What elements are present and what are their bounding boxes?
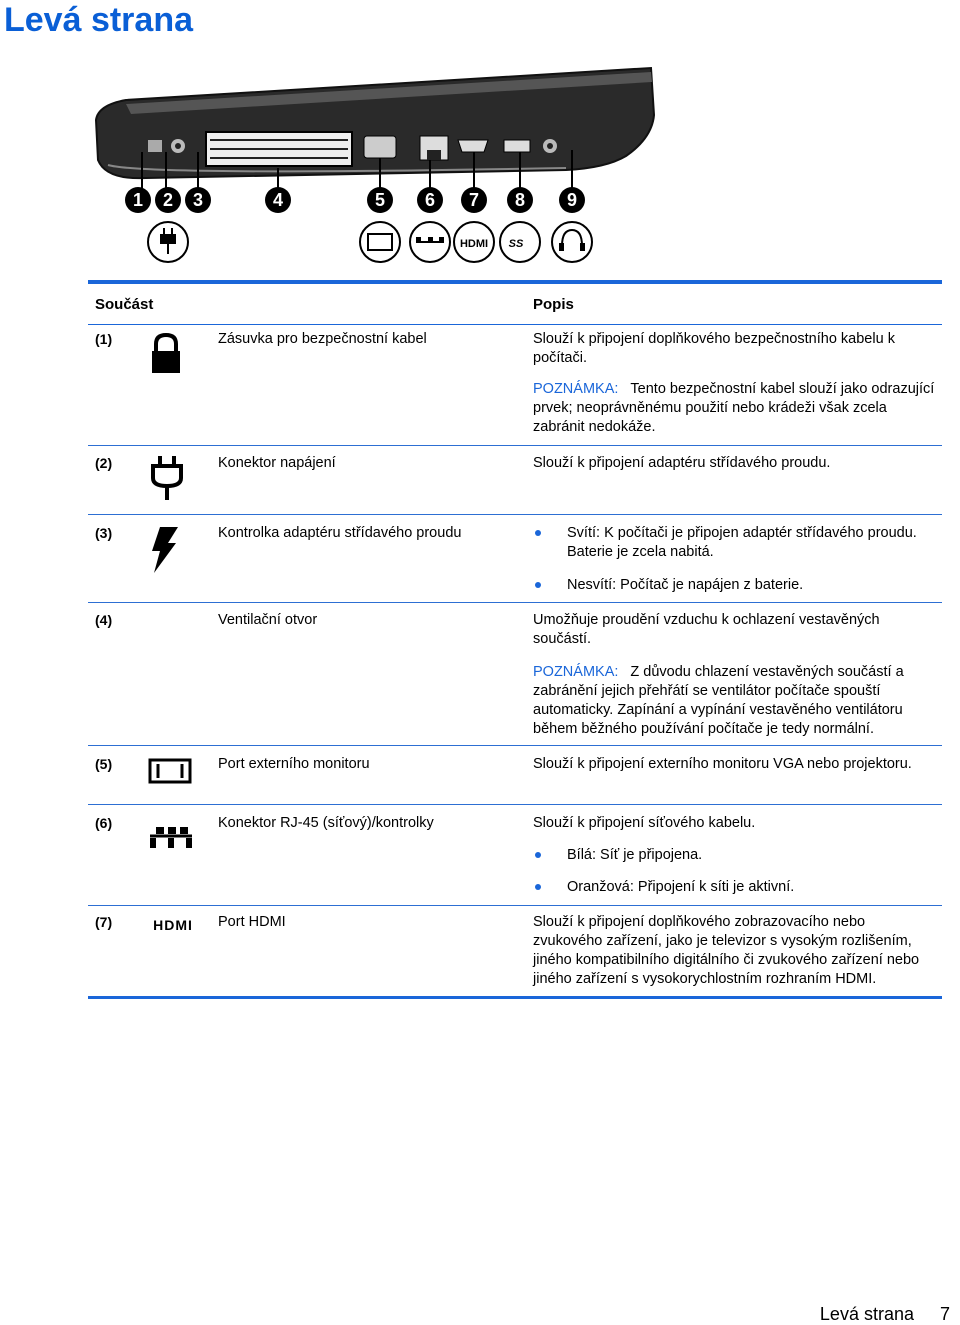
footer-title: Levá strana [819, 1304, 914, 1324]
page-number: 7 [939, 1304, 950, 1324]
component-description [533, 330, 938, 437]
row-number: (1) [95, 331, 113, 347]
bullet-item: Svítí: K počítači je připojen adaptér střídavého proudu. Baterie je zcela nabitá. [533, 524, 938, 562]
power-plug-icon [148, 222, 188, 262]
table-row [88, 746, 942, 805]
component-name: Port HDMI [218, 914, 286, 930]
row-number: (4) [95, 612, 113, 628]
component-description [533, 611, 938, 739]
table-row [88, 603, 942, 746]
note [533, 663, 938, 739]
bullet-item: Nesvítí: Počítač je napájen z baterie. [533, 576, 938, 595]
network-icon [148, 825, 198, 875]
note-label: POZNÁMKA: [533, 381, 619, 397]
svg-text:HDMI: HDMI [153, 918, 193, 932]
monitor-port-icon [148, 758, 198, 808]
component-description [533, 814, 938, 897]
table-row [88, 446, 942, 515]
row-number: (5) [95, 756, 113, 772]
laptop-left-side-figure [86, 60, 666, 275]
callout-5: 5 [374, 190, 386, 210]
note [533, 380, 938, 437]
callout-8: 8 [514, 190, 526, 210]
component-name: Zásuvka pro bezpečnostní kabel [218, 331, 427, 347]
callout-7: 7 [468, 190, 480, 210]
row-number: (7) [95, 914, 113, 930]
callout-2: 2 [162, 190, 174, 210]
component-name: Konektor RJ-45 (síťový)/kontrolky [218, 815, 434, 831]
laptop-side-illustration [86, 60, 666, 275]
description-text: Slouží k připojení síťového kabelu. [533, 815, 756, 831]
usb-superspeed-icon [500, 222, 540, 262]
table-row [88, 805, 942, 906]
description-text: Slouží k připojení doplňkového bezpečnostního kabelu k počítači. [533, 331, 895, 366]
svg-text:HDMI: HDMI [459, 238, 489, 250]
table-row [88, 906, 942, 999]
table-row [88, 321, 942, 446]
bullet-item: Bílá: Síť je připojena. [533, 846, 938, 865]
note-label: POZNÁMKA: [533, 664, 619, 680]
table-header [88, 280, 942, 325]
lock-icon [148, 333, 198, 383]
component-description: Slouží k připojení doplňkového zobrazovacího nebo zvukového zařízení, jako je televizor s vysokým rozlišením, jiného kompatibilního digitálního či zvukového zařízení nebo jiného zařízení s vysokorychlostním rozhraním HDMI. [533, 914, 920, 987]
component-description: Slouží k připojení adaptéru střídavého proudu. [533, 455, 831, 471]
component-name: Ventilační otvor [218, 612, 318, 628]
callout-6: 6 [424, 190, 436, 210]
component-name: Kontrolka adaptéru střídavého proudu [218, 525, 462, 541]
power-plug-icon [148, 454, 198, 504]
row-number: (6) [95, 815, 113, 831]
callout-1: 1 [132, 190, 144, 210]
component-description [533, 524, 938, 595]
note-text: Z důvodu chlazení vestavěných součástí a zabránění jejich přehřátí se ventilátor počítače spouští automaticky. Zapínání a vypínání vestavěného ventilátoru během běžného používání počítače je tedy normální. [533, 664, 904, 737]
table-row [88, 515, 942, 603]
row-number: (3) [95, 525, 113, 541]
callout-3: 3 [192, 190, 204, 210]
svg-text:SS: SS [508, 238, 524, 250]
callout-4: 4 [272, 190, 284, 210]
network-icon [410, 222, 450, 262]
description-text: Umožňuje proudění vzduchu k ochlazení vestavěných součástí. [533, 612, 880, 647]
headset-icon [552, 222, 592, 262]
component-name: Port externího monitoru [218, 756, 370, 772]
lightning-icon [148, 525, 198, 575]
hdmi-icon [454, 222, 494, 262]
note-text: Tento bezpečnostní kabel slouží jako odrazující prvek; neoprávněnému použití nebo krádeži však zcela zabránit nedokáže. [533, 381, 935, 435]
hdmi-icon [148, 918, 198, 968]
row-number: (2) [95, 455, 113, 471]
header-component: Součást [95, 296, 154, 313]
component-description: Slouží k připojení externího monitoru VGA nebo projektoru. [533, 756, 912, 772]
page-title: Levá strana [4, 1, 193, 39]
callout-9: 9 [566, 190, 578, 210]
monitor-port-icon [360, 222, 400, 262]
header-description: Popis [533, 296, 574, 313]
component-name: Konektor napájení [218, 455, 336, 471]
bullet-item: Oranžová: Připojení k síti je aktivní. [533, 878, 938, 897]
page-footer [794, 1304, 950, 1325]
